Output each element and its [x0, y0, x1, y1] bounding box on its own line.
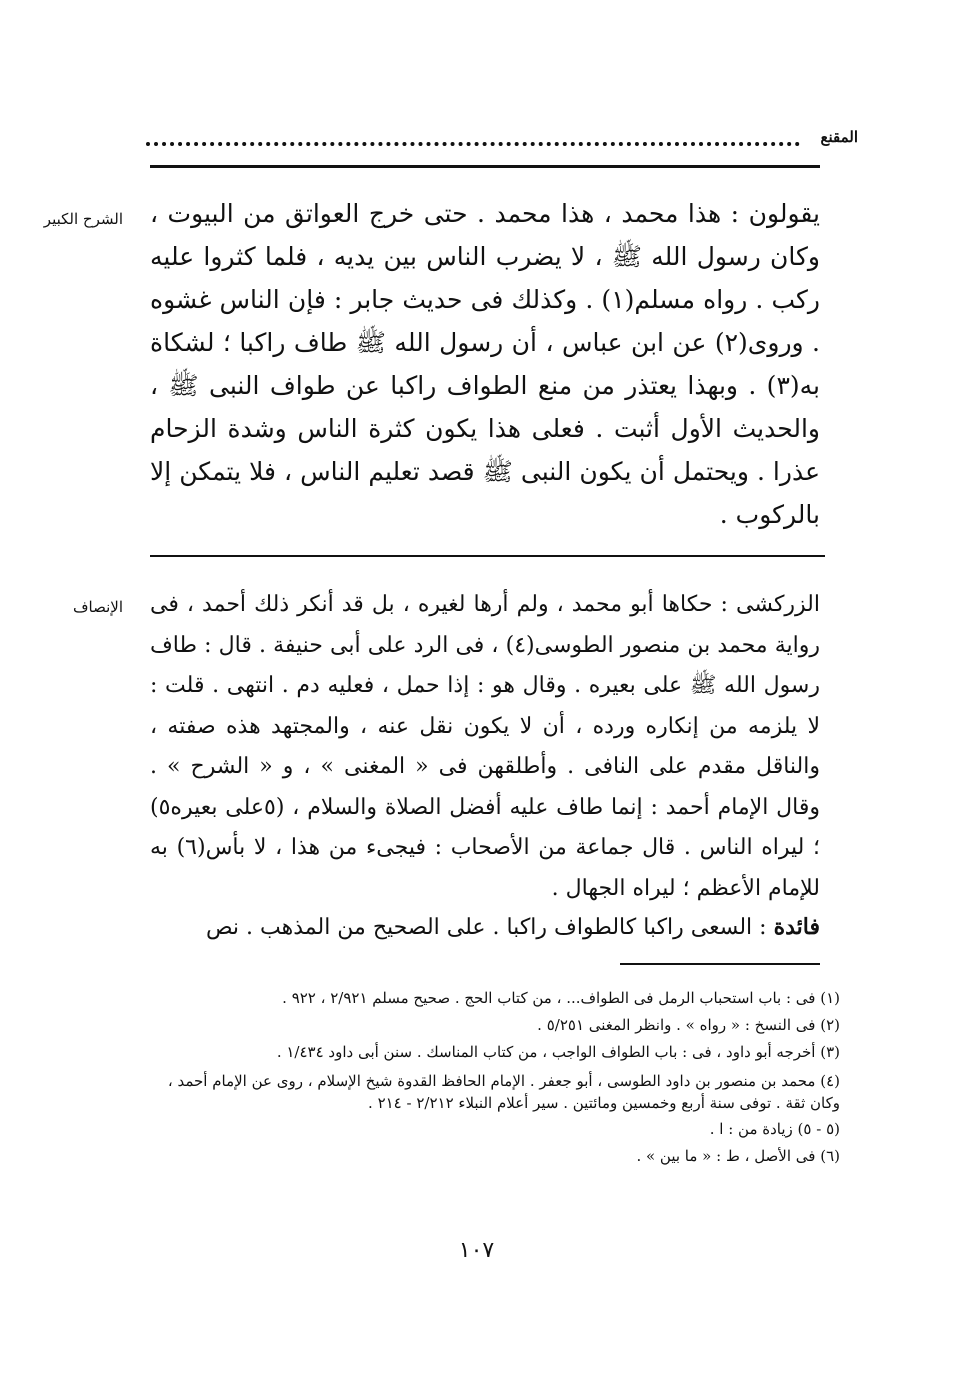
footnote-2: (٢) فى النسخ : « رواه » . وانظر المغنى ٥/٢٥١ .	[537, 1016, 840, 1034]
faida-text: : السعى راكبا كالطواف راكبا . على الصحيح من المذهب . نص	[205, 915, 774, 940]
running-header	[140, 124, 858, 164]
header-dotted-leader	[146, 132, 800, 146]
page-number: ١٠٧	[458, 1238, 495, 1263]
faida-paragraph	[150, 907, 820, 948]
insaf-paragraph: الزركشى : حكاها أبو محمد ، ولم أرها لغيره ، بل قد أنكر ذلك أحمد ، فى رواية محمد بن منصور الطوسى(٤) ، فى الرد على أبى حنيفة . قال : طاف رسول الله ﷺ على بعيره . وقال هو : إذا حمل ، فعليه دم . انتهى . قلت : لا يلزمه من إنكاره ورده ، أن لا يكون نقل عنه ، والمجتهد هذه صفته ، والناقل مقدم على النافى . وأطلقهن فى « المغنى » ، و « الشرح » . وقال الإمام أحمد : إنما طاف عليه أفضل الصلاة والسلام ، (٥على بعيره٥) ؛ ليراه الناس . قال جماعة من الأصحاب : فيجىء من هذا ، لا بأس(٦) به للإمام الأعظم ؛ ليراه الجهال .	[150, 592, 820, 901]
footnotes	[150, 985, 840, 1170]
faida-label: فائدة	[773, 914, 820, 940]
footnote-4: (٤) محمد بن منصور بن داود الطوسى ، أبو جعفر . الإمام الحافظ القدوة شيخ الإسلام ، روى عن الإمام أحمد ، وكان ثقة . توفى سنة أربع وخمسين ومائتين . سير أعلام النبلاء ٢/٢١٢ - ٢١٤ .	[167, 1072, 840, 1112]
sharh-paragraph: يقولون : هذا محمد ، هذا محمد . حتى خرج العواتق من البيوت ، وكان رسول الله ﷺ ، لا يضرب الناس بين يديه ، فلما كثروا عليه ركب . رواه مسلم(١) . وكذلك فى حديث جابر : فإن الناس غشوه . وروى(٢) عن ابن عباس ، أن رسول الله ﷺ طاف راكبا ؛ لشكاة به(٣) . وبهذا يعتذر من منع الطواف راكبا عن طواف النبى ﷺ ، والحديث الأول أثبت . فعلى هذا يكون كثرة الناس وشدة الزحام عذرا . ويحتمل أن يكون النبى ﷺ قصد تعليم الناس ، فلا يتمكن إلا بالركوب .	[150, 199, 820, 529]
footnote-5: (٥ - ٥) زيادة من : ا .	[709, 1120, 840, 1138]
footnote-1: (١) فى : باب استحباب الرمل فى الطواف... ، من كتاب الحج . صحيح مسلم ٢/٩٢١ ، ٩٢٢ .	[282, 989, 840, 1007]
side-label-insaf: الإنصاف	[72, 598, 123, 616]
side-label-sharh: الشرح الكبير	[43, 210, 123, 228]
header-title: المقنع	[820, 128, 858, 146]
section-divider	[150, 555, 825, 557]
footnote-divider	[620, 963, 820, 965]
footnote-6: (٦) فى الأصل ، ط : « ما بين » .	[636, 1147, 840, 1165]
footnote-3: (٣) أخرجه أبو داود ، فى : باب الطواف الواجب ، من كتاب المناسك . سنن أبى داود ١/٤٣٤ .	[276, 1043, 840, 1061]
header-rule	[150, 165, 820, 168]
